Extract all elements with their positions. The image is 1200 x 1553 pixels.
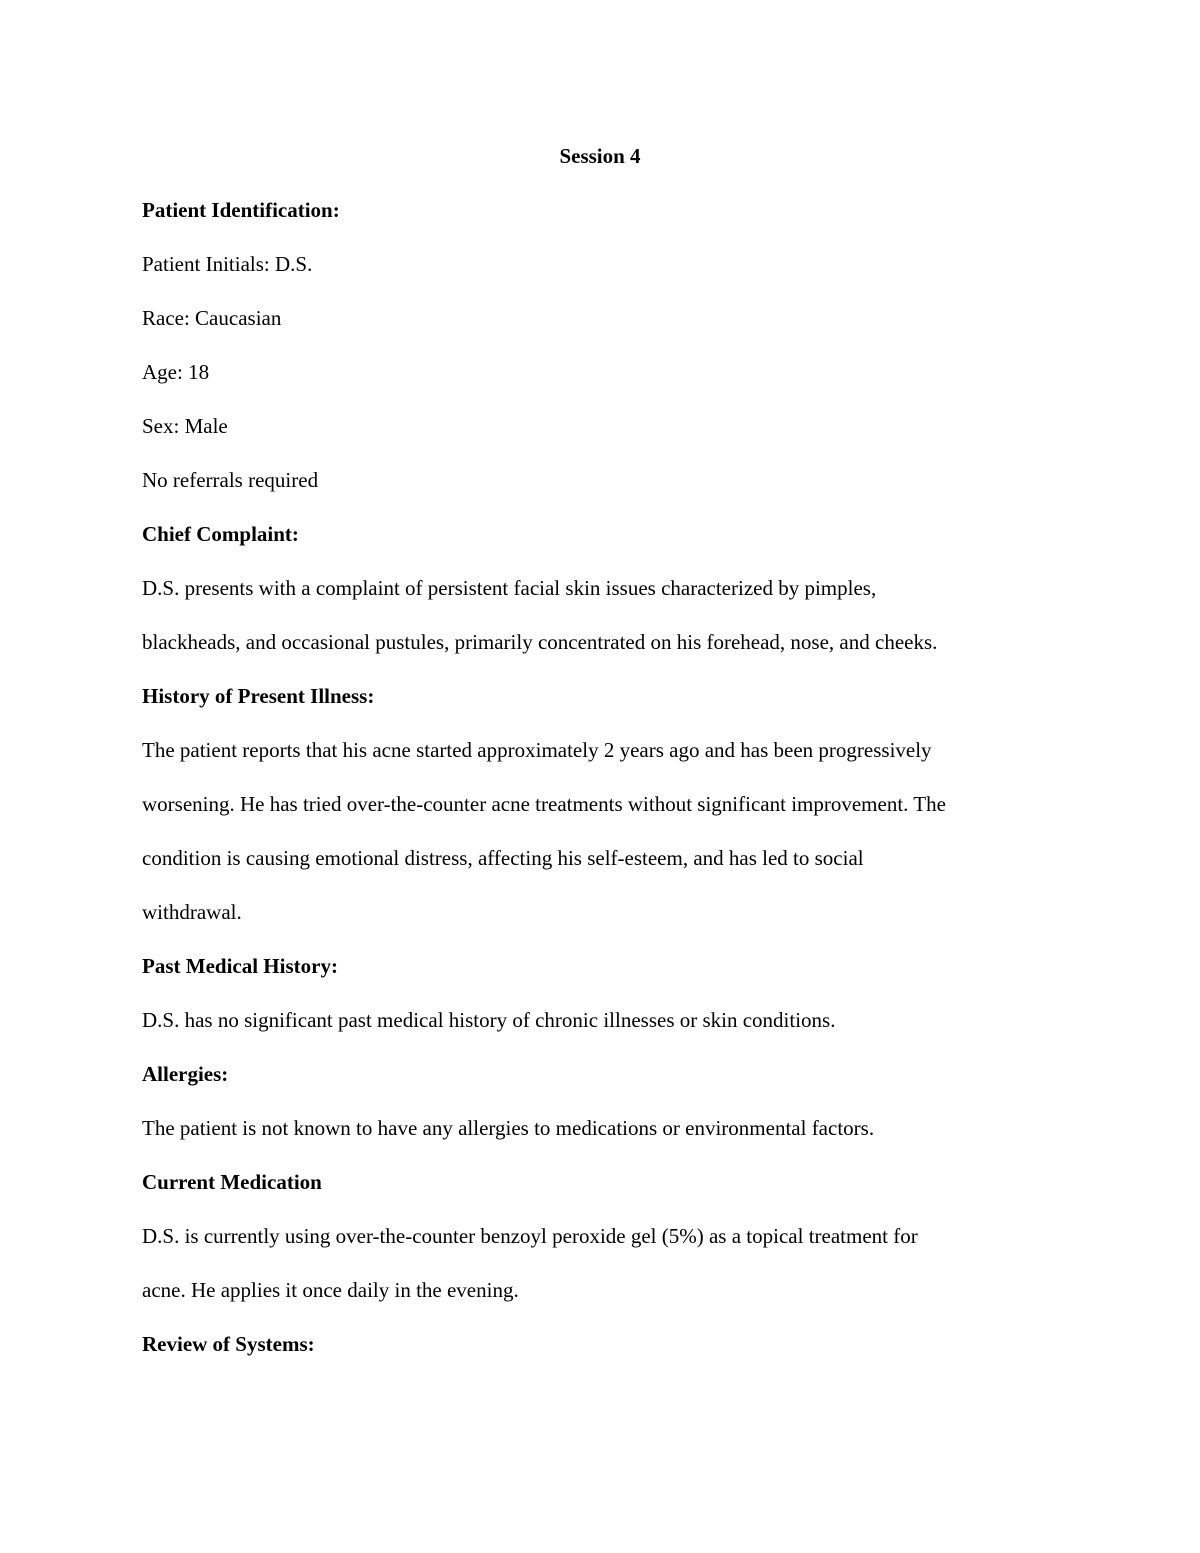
current-medication-heading: Current Medication	[142, 1170, 322, 1194]
chief-complaint-heading: Chief Complaint:	[142, 522, 299, 546]
allergies-text-line: The patient is not known to have any allergies to medications or environmental factors.	[142, 1116, 875, 1140]
chief-complaint-text-line: D.S. presents with a complaint of persistent facial skin issues characterized by pimples,	[142, 576, 877, 600]
patient-race: Race: Caucasian	[142, 306, 282, 330]
document-title: Session 4	[559, 144, 641, 168]
history-present-illness-text-line: The patient reports that his acne started approximately 2 years ago and has been progressively	[142, 738, 932, 762]
history-present-illness-text-line: withdrawal.	[142, 900, 242, 924]
patient-identification-heading: Patient Identification:	[142, 198, 340, 222]
current-medication-text-line: D.S. is currently using over-the-counter benzoyl peroxide gel (5%) as a topical treatment for	[142, 1224, 918, 1248]
patient-age: Age: 18	[142, 360, 210, 384]
patient-initials: Patient Initials: D.S.	[142, 252, 313, 276]
review-of-systems-heading: Review of Systems:	[142, 1332, 315, 1356]
past-medical-history-heading: Past Medical History:	[142, 954, 338, 978]
document-body	[142, 138, 1058, 1380]
history-present-illness-heading: History of Present Illness:	[142, 684, 375, 708]
allergies-heading: Allergies:	[142, 1062, 229, 1086]
past-medical-history-text-line: D.S. has no significant past medical history of chronic illnesses or skin conditions.	[142, 1008, 836, 1032]
history-present-illness-text-line: worsening. He has tried over-the-counter acne treatments without significant improvement. The	[142, 792, 946, 816]
patient-sex: Sex: Male	[142, 414, 228, 438]
history-present-illness-text-line: condition is causing emotional distress, affecting his self-esteem, and has led to social	[142, 846, 864, 870]
current-medication-text-line: acne. He applies it once daily in the evening.	[142, 1278, 519, 1302]
patient-referrals: No referrals required	[142, 468, 319, 492]
chief-complaint-text-line: blackheads, and occasional pustules, primarily concentrated on his forehead, nose, and cheeks.	[142, 630, 938, 654]
